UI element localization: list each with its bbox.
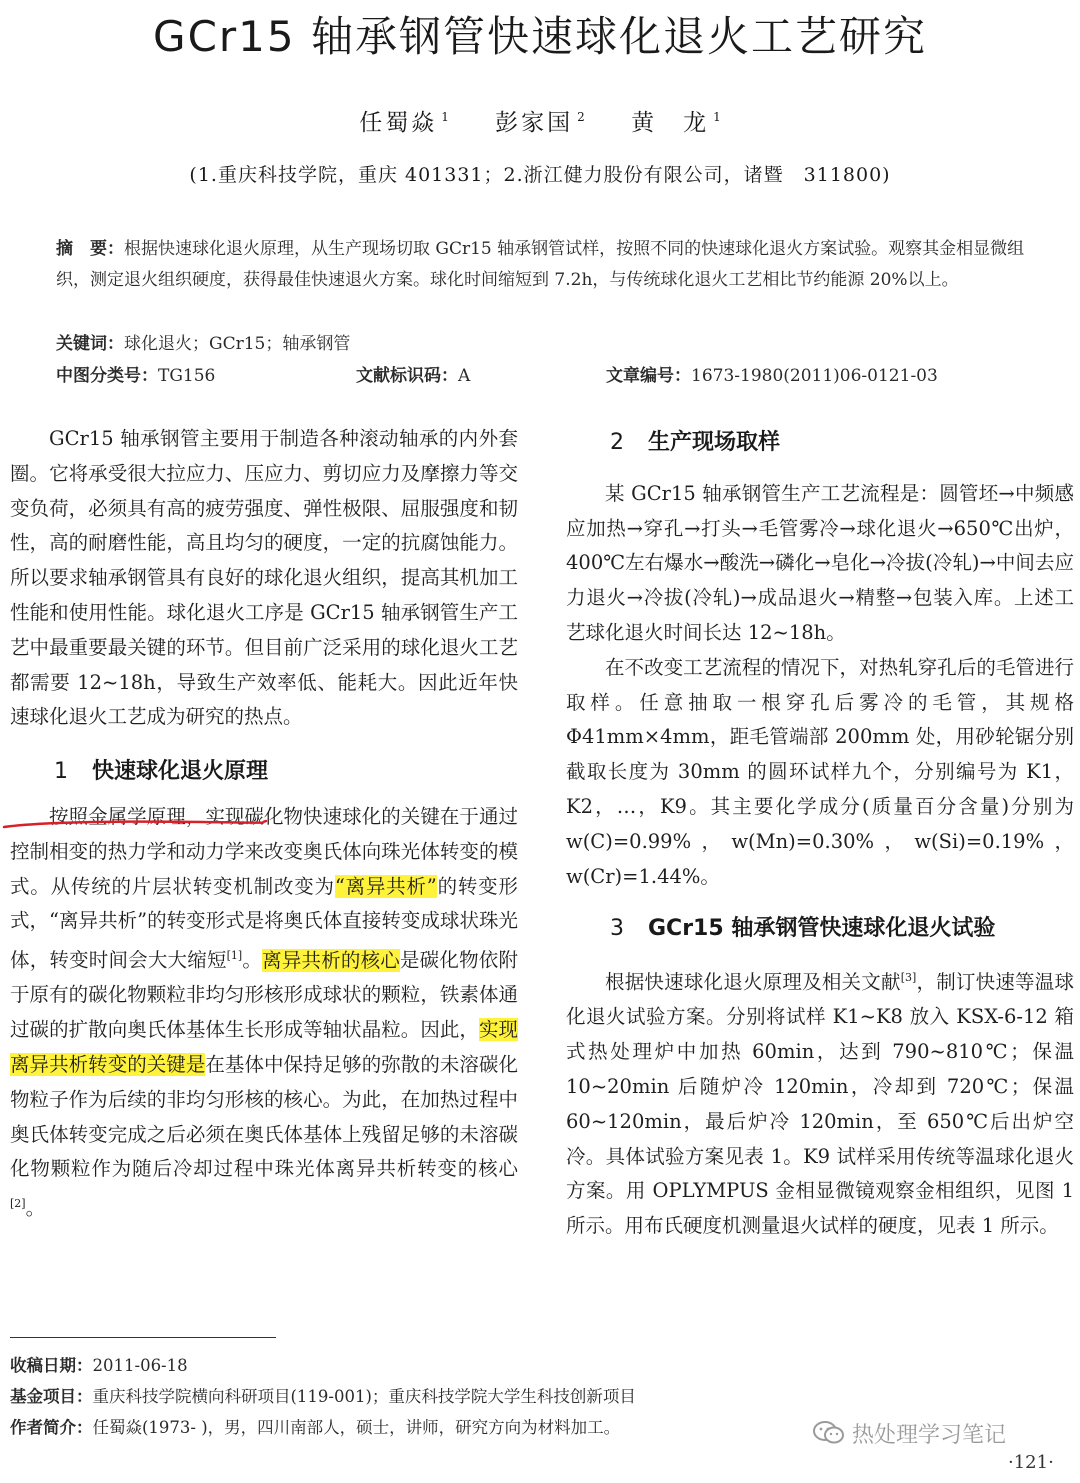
author-name: 彭家国 [495,110,574,136]
paper-title: GCr15 轴承钢管快速球化退火工艺研究 [153,12,927,61]
abstract [56,234,1031,296]
author-name: 黄 龙 [631,110,710,136]
section-number: 1 [54,759,68,785]
highlighted-text: “离异共析” [334,874,437,898]
section-1-heading [10,755,518,790]
section-3-heading [566,912,1074,947]
footnote-divider [10,1337,276,1338]
footnote-text: 重庆科技学院横向科研项目(119-001)；重庆科技学院大学生科技创新项目 [92,1387,636,1406]
footnote-received [10,1352,188,1376]
article-number [606,361,938,386]
watermark-text: 热处理学习笔记 [852,1423,1007,1448]
section-title: GCr15 轴承钢管快速球化退火试验 [648,916,996,942]
body-text: ，制订快速等温球化退火试验方案。分别将试样 K1~K8 放入 KSX-6-12 箱式热处理炉中加热 60min，达到 790~810℃；保温 10~20min 后随炉冷 120min，冷却到 720℃；保温 60~120min，最后炉冷 120min，至 650℃后出炉空冷。具体试验方案见表 1。K9 试样采用传统等温球化退火方案。用 OPLYMPUS 金相显微镜观察金相组织，见图 1 所示。用布氏硬度机测量退火试样的硬度，见表 1 所示。 [566,970,1074,1238]
abstract-label: 摘 要： [56,239,124,259]
doc-code-label: 文献标识码： [356,366,458,386]
author-affil-mark: 1 [713,110,721,125]
footnote-text: 任蜀焱(1973- )，男，四川南部人，硕士，讲师，研究方向为材料加工。 [92,1418,621,1437]
author-name: 任蜀焱 [359,110,438,136]
section-title: 快速球化退火原理 [92,759,269,785]
clc-label: 中图分类号： [56,366,158,386]
document-code [356,361,470,386]
body-text: 的转变形式，“离异共析”的转变形式是将奥氏体直接转变成球状珠光体，转变时间会大大缩短 [10,874,518,972]
author-2 [495,110,585,136]
section-2-paragraph-2: 在不改变工艺流程的情况下，对热轧穿孔后的毛管进行取样。任意抽取一根穿孔后雾冷的毛管，其规格 Φ41mm×4mm，距毛管端部 200mm 处，用砂轮锯分别截取长度为 30mm 的圆环试样九个，分别编号为 K1，K2，…，K9。其主要化学成分(质量百分含量)分别为 w(C)=0.99%，w(Mn)=0.30%，w(Si)=0.19%，w(Cr)=1.44%。 [566,655,1074,888]
footnote-label: 作者简介： [10,1418,93,1437]
clc-value: TG156 [158,366,216,386]
citation-ref: [2] [10,1197,26,1211]
author-affil-mark: 1 [441,110,449,125]
page-number: ·121· [1008,1452,1054,1473]
citation-ref: [3] [900,971,917,985]
article-no-label: 文章编号： [606,366,691,386]
wechat-icon [812,1420,846,1452]
clc-number [56,361,215,386]
section-2-heading [566,426,1074,461]
section-2-paragraph-1: 某 GCr15 轴承钢管生产工艺流程是：圆管坯→中频感应加热→穿孔→打头→毛管雾冷→球化退火→650℃出炉，400℃左右爆水→酸洗→磷化→皂化→冷拔(冷轧)→中间去应力退火→冷拔(冷轧)→成品退火→精整→包装入库。上述工艺球化退火时间长达 12~18h。 [566,481,1074,644]
author-list [0,104,1080,137]
affiliation: (1.重庆科技学院，重庆 401331；2.浙江健力股份有限公司，诸暨 311800) [189,164,891,186]
author-affil-mark: 2 [577,110,585,125]
citation-ref: [1] [226,949,243,963]
keywords [56,329,350,354]
author-3 [631,110,721,136]
keywords-label: 关键词： [56,334,124,354]
body-text: 在基体中保持足够的弥散的未溶碳化物粒子作为后续的非均匀形核的核心。为此，在加热过程中奥氏体转变完成之后必须在奥氏体基体上残留足够的未溶碳化物颗粒作为随后冷却过程中珠光体离异共析转变的核心 [10,1053,518,1181]
footnote-fund [10,1383,636,1407]
body-text: 根据快速球化退火原理及相关文献 [605,970,901,994]
section-title: 生产现场取样 [648,430,781,455]
article-no-value: 1673-1980(2011)06-0121-03 [691,366,938,386]
section-1-paragraph [10,800,518,1227]
intro-paragraph: GCr15 轴承钢管主要用于制造各种滚动轴承的内外套圈。它将承受很大拉应力、压应力、剪切应力及摩擦力等交变负荷，必须具有高的疲劳强度、弹性极限、屈服强度和韧性，高的耐磨性能，高且均匀的硬度，一定的抗腐蚀能力。所以要求轴承钢管具有良好的球化退火组织，提高其机加工性能和使用性能。球化退火工序是 GCr15 轴承钢管生产工艺中最重要最关键的环节。但目前广泛采用的球化退火工艺都需要 12~18h，导致生产效率低、能耗大。因此近年快速球化退火工艺成为研究的热点。 [10,427,518,729]
body-text: 。 [242,948,263,972]
section-number: 2 [610,430,624,455]
footnote-label: 基金项目： [10,1387,93,1406]
footnote-text: 2011-06-18 [92,1356,188,1375]
highlighted-text: 实现离异共析转变的关键是 [10,1018,518,1077]
watermark [812,1418,1006,1452]
red-underline-annotation [2,818,268,830]
keywords-text: 球化退火；GCr15；轴承钢管 [124,334,351,354]
abstract-text: 根据快速球化退火原理，从生产现场切取 GCr15 轴承钢管试样，按照不同的快速球化退火方案试验。观察其金相显微组织，测定退火组织硬度，获得最佳快速退火方案。球化时间缩短到 7.2h，与传统球化退火工艺相比节约能源 20%以上。 [56,239,1025,290]
body-text: 。 [25,1196,46,1220]
footnote-author-bio [10,1414,620,1438]
right-column [566,422,1074,1244]
author-1 [359,110,449,136]
highlighted-text: 离异共析的核心 [262,948,400,972]
section-3-paragraph [566,961,1074,1244]
body-text: 按照金属学原理，实现碳化物快速球化的关键在于通过控制相变的热力学和动力学来改变奥氏体向珠光体转变的模式。从传统的片层状转变机制改变为 [10,804,518,898]
footnote-label: 收稿日期： [10,1356,93,1375]
body-text: 是碳化物依附于原有的碳化物颗粒非均匀形核形成球状的颗粒，铁素体通过碳的扩散向奥氏体基体生长形成等轴状晶粒。因此， [10,948,518,1042]
doc-code-value: A [458,366,471,386]
section-number: 3 [610,916,624,942]
